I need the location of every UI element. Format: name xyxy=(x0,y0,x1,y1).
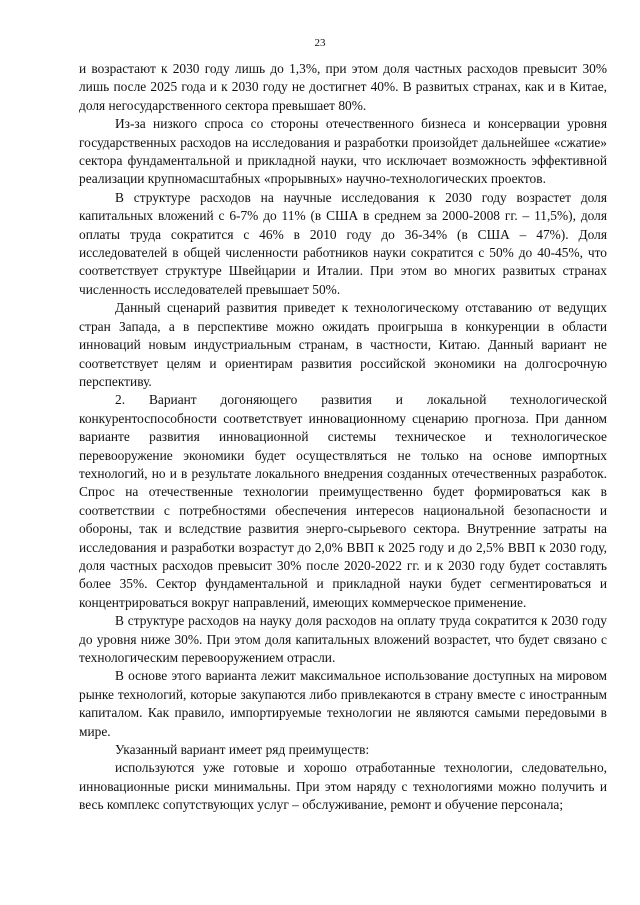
paragraph: В основе этого варианта лежит максимальное использование доступных на мировом рынке технологий, которые закупаются либо привлекаются в страну вместе с иностранным капиталом. Как правило, импортируемые технологии не являются самыми передовыми в мире. xyxy=(79,668,607,739)
paragraph: 2. Вариант догоняющего развития и локальной технологической конкурентоспособности соответствует инновационному сценарию прогноза. При данном варианте развития инновационной системы техническое и технологическое перевооружение экономики будет осуществляться не только на основе импортных технологий, но и в результате локального внедрения созданных отечественных разработок. Спрос на отечественные технологии преимущественно будет формироваться как в соответствии с потребностями обеспечения интересов национальной безопасности и обороны, так и вследствие развития энерго-сырьевого сектора. Внутренние затраты на исследования и разработки возрастут до 2,0% ВВП к 2025 году и до 2,5% ВВП к 2030 году, доля частных расходов превысит 30% после 2020-2022 гг. и к 2030 году будет составлять более 35%. Сектор фундаментальной и прикладной науки будет сегментироваться и концентрироваться вокруг направлений, имеющих коммерческое применение. xyxy=(79,392,607,610)
paragraph: и возрастают к 2030 году лишь до 1,3%, при этом доля частных расходов превысит 30% лишь после 2025 года и к 2030 году не достигнет 40%. В развитых странах, как и в Китае, доля негосударственного сектора превышает 80%. xyxy=(79,61,607,113)
body-text xyxy=(79,60,607,815)
paragraph: В структуре расходов на науку доля расходов на оплату труда сократится к 2030 году до уровня ниже 30%. При этом доля капитальных вложений возрастет, что будет связано с технологическим перевооружением отрасли. xyxy=(79,613,607,665)
paragraph: Данный сценарий развития приведет к технологическому отставанию от ведущих стран Запада, а в перспективе можно ожидать проигрыша в конкуренции в области инноваций новым индустриальным странам, в частности, Китаю. Данный вариант не соответствует целям и ориентирам развития российской экономики на долгосрочную перспективу. xyxy=(79,300,607,389)
paragraph: Указанный вариант имеет ряд преимуществ: xyxy=(115,742,370,758)
paragraph: используются уже готовые и хорошо отработанные технологии, следовательно, инновационные риски минимальны. При этом наряду с технологиями можно получить и весь комплекс сопутствующих услуг – обслуживание, ремонт и обучение персонала; xyxy=(79,760,607,813)
paragraph: Из-за низкого спроса со стороны отечественного бизнеса и консервации уровня государственных расходов на исследования и разработки произойдет дальнейшее «сжатие» сектора фундаментальной и прикладной науки, что исключает возможность эффективной реализации крупномасштабных «прорывных» научно-технологических проектов. xyxy=(79,116,607,187)
paragraph: В структуре расходов на научные исследования к 2030 году возрастет доля капитальных вложений с 6-7% до 11% (в США в среднем за 2000-2008 гг. – 11,5%), доля оплаты труда сократится с 46% в 2010 году до 36-34% (в США – 47%). Доля исследователей в общей численности работников науки сократится с 50% до 40-45%, что соответствует структуре Швейцарии и Италии. При этом во многих развитых странах численность исследователей превышает 50%. xyxy=(79,189,607,297)
page-number: 23 xyxy=(314,37,326,49)
